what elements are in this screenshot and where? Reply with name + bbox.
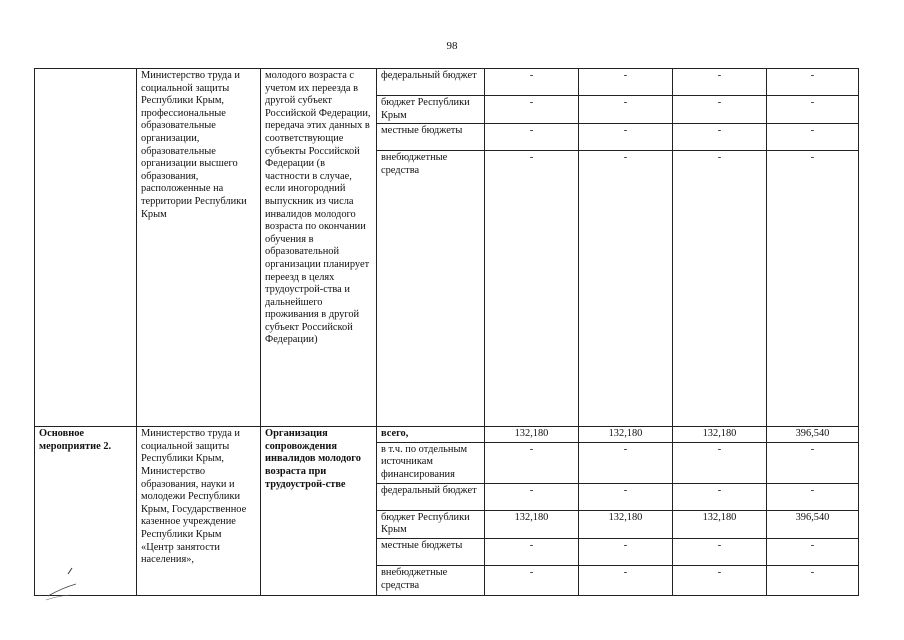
value-cell: 132,180 [579,427,673,443]
value-cell: 132,180 [673,427,767,443]
value-cell: - [579,124,673,151]
value-cell: - [485,96,579,124]
value-cell: - [579,442,673,483]
total-cell: - [767,69,859,96]
funding-source-total: всего, [377,427,485,443]
value-cell: - [485,565,579,595]
measure-cell: Основное мероприятие 2. [35,427,137,596]
funding-source: местные бюджеты [377,538,485,565]
table-row [35,69,859,96]
total-cell: - [767,538,859,565]
page-number: 98 [446,40,458,52]
funding-source: бюджет Республики Крым [377,510,485,538]
total-cell: 396,540 [767,427,859,443]
funding-source: внебюджетные средства [377,151,485,427]
value-cell: - [485,442,579,483]
value-cell: - [673,483,767,510]
total-cell: - [767,483,859,510]
value-cell: - [579,69,673,96]
executor-cell: Министерство труда и социальной защиты Республики Крым, Министерство образования, науки и молодежи Республики Крым, Государственное казенное учреждение Республики Крым «Центр занятости населения», [137,427,261,596]
value-cell: - [673,565,767,595]
value-cell: 132,180 [485,510,579,538]
value-cell: - [579,151,673,427]
value-cell: - [673,69,767,96]
value-cell: 132,180 [673,510,767,538]
value-cell: - [579,565,673,595]
total-cell: - [767,96,859,124]
value-cell: - [485,483,579,510]
value-cell: - [579,538,673,565]
value-cell: - [485,69,579,96]
pen-mark-decoration [44,562,94,602]
description-cell: Организация сопровождения инвалидов молодого возраста при трудоустрой-стве [261,427,377,596]
value-cell: - [579,483,673,510]
funding-source: федеральный бюджет [377,69,485,96]
value-cell: 132,180 [485,427,579,443]
total-cell: - [767,442,859,483]
total-cell: - [767,124,859,151]
table-row [35,427,859,443]
value-cell: - [673,442,767,483]
funding-source: местные бюджеты [377,124,485,151]
value-cell: - [673,538,767,565]
total-cell: - [767,565,859,595]
funding-source: федеральный бюджет [377,483,485,510]
program-table [34,68,859,596]
value-cell: - [485,124,579,151]
value-cell: - [485,151,579,427]
value-cell: - [485,538,579,565]
funding-source: внебюджетные средства [377,565,485,595]
value-cell: - [579,96,673,124]
value-cell: 132,180 [579,510,673,538]
value-cell: - [673,151,767,427]
funding-source: в т.ч. по отдельным источникам финансирования [377,442,485,483]
value-cell: - [673,96,767,124]
value-cell: - [673,124,767,151]
total-cell: 396,540 [767,510,859,538]
measure-cell-empty [35,69,137,427]
description-cell: молодого возраста с учетом их переезда в другой субъект Российской Федерации, передача этих данных в соответствующие субъекты Российской Федерации (в частности в случае, если иногородний выпускник из числа инвалидов молодого возраста по окончании обучения в образовательной организации планирует переезд в целях трудоустрой-ства и дальнейшего проживания в другой субъект Российской Федерации) [261,69,377,427]
total-cell: - [767,151,859,427]
executor-cell: Министерство труда и социальной защиты Республики Крым, профессиональные образовательные организации, образовательные организации высшего образования, расположенные на территории Республики Крым [137,69,261,427]
funding-source: бюджет Республики Крым [377,96,485,124]
